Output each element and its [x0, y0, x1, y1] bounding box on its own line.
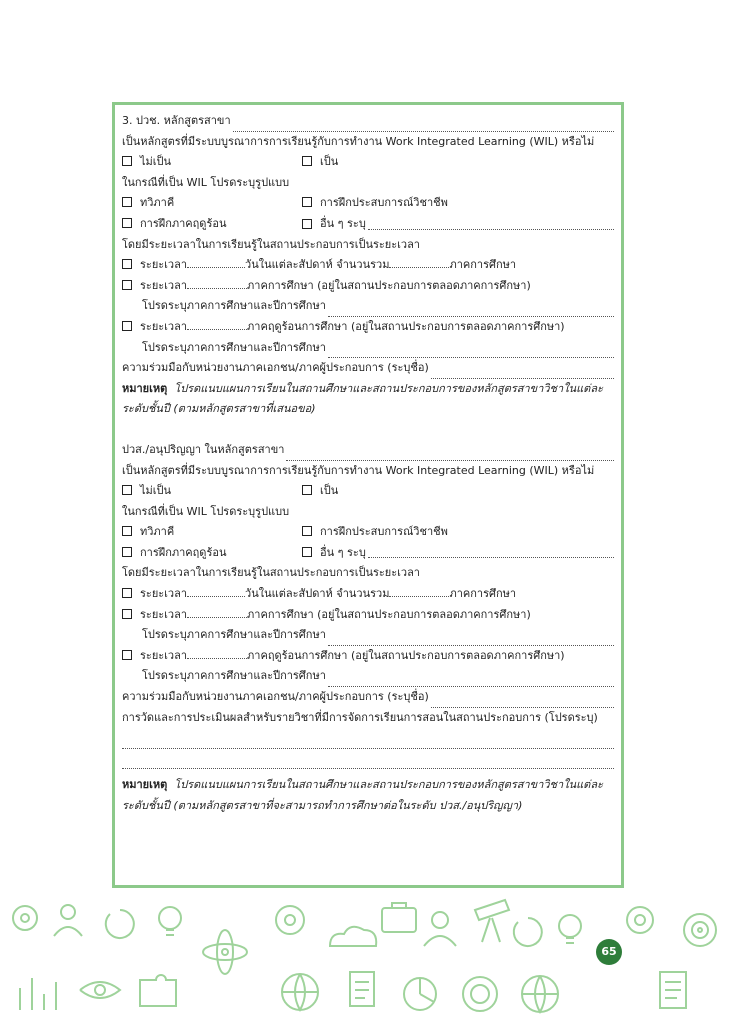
- s1-p1-total-field[interactable]: [389, 255, 449, 268]
- s2-note-line2: ระดับชั้นปี (ตามหลักสูตรสาขาที่จะสามารถทำการศึกษาต่อในระดับ ปวส./อนุปริญญา): [122, 799, 523, 812]
- s2-wil-options: ไม่เป็น เป็น: [122, 481, 614, 502]
- s1-other-field[interactable]: [368, 216, 614, 230]
- s2-practice-checkbox[interactable]: [302, 526, 312, 536]
- s1-coop-field[interactable]: [431, 365, 614, 379]
- s1-period-2: ระยะเวลา ภาคการศึกษา (อยู่ในสถานประกอบการตลอดภาคการศึกษา): [122, 276, 614, 297]
- s1-forms-row1: ทวิภาคี การฝึกประสบการณ์วิชาชีพ: [122, 193, 614, 214]
- telescope-icon: [475, 900, 509, 942]
- s2-program-line: ปวส./อนุปริญญา ในหลักสูตรสาขา: [122, 440, 614, 461]
- form-content: [122, 111, 614, 817]
- s2-period-1: ระยะเวลา วันในแต่ละสัปดาห์ จำนวนรวม ภาคการศึกษา: [122, 584, 614, 605]
- s2-p1-days-field[interactable]: [187, 584, 245, 597]
- s1-p3-field[interactable]: [187, 317, 247, 330]
- atom-icon: [203, 930, 247, 974]
- briefcase-icon: [382, 903, 416, 932]
- refresh-icon: [106, 910, 134, 938]
- target-icon: [684, 914, 716, 946]
- s1-practice-checkbox[interactable]: [302, 197, 312, 207]
- bulb-icon: [559, 915, 581, 943]
- s2-period-3: ระยะเวลา ภาคฤดูร้อนการศึกษา (อยู่ในสถานประกอบการตลอดภาคการศึกษา): [122, 646, 614, 667]
- s2-period-label: โดยมีระยะเวลาในการเรียนรู้ในสถานประกอบการเป็นระยะเวลา: [122, 566, 420, 580]
- s2-p2-detail-field[interactable]: [328, 632, 614, 646]
- s1-p3-detail-field[interactable]: [328, 344, 614, 358]
- s2-forms-row2: การฝึกภาคฤดูร้อน อื่น ๆ ระบุ: [122, 543, 614, 564]
- s2-summer-checkbox[interactable]: [122, 547, 132, 557]
- s2-dual-checkbox[interactable]: [122, 526, 132, 536]
- s2-other-field[interactable]: [368, 544, 614, 558]
- s1-period-3: ระยะเวลา ภาคฤดูร้อนการศึกษา (อยู่ในสถานประกอบการตลอดภาคการศึกษา): [122, 317, 614, 338]
- gear-icon: [13, 906, 37, 930]
- target-icon: [463, 977, 497, 1011]
- s1-p2-detail-field[interactable]: [328, 303, 614, 317]
- s2-p2-field[interactable]: [187, 605, 247, 618]
- s2-eval-field-1[interactable]: [122, 728, 614, 749]
- s1-period-3-detail: โปรดระบุภาคการศึกษาและปีการศึกษา: [122, 338, 614, 359]
- gear-icon: [627, 907, 653, 933]
- s2-p1-total-field[interactable]: [389, 584, 449, 597]
- s1-yes-checkbox[interactable]: [302, 156, 312, 166]
- s2-coop-line: ความร่วมมือกับหน่วยงานภาคเอกชน/ภาคผู้ประกอบการ (ระบุชื่อ): [122, 687, 614, 708]
- s2-wil-question: เป็นหลักสูตรที่มีระบบบูรณาการการเรียนรู้กับการทำงาน Work Integrated Learning (WIL) หรือไม่: [122, 463, 595, 477]
- cloud-icon: [330, 927, 376, 946]
- s2-forms-row1: ทวิภาคี การฝึกประสบการณ์วิชาชีพ: [122, 522, 614, 543]
- s1-period1-checkbox[interactable]: [122, 259, 132, 269]
- s1-wil-question: เป็นหลักสูตรที่มีระบบบูรณาการการเรียนรู้กับการทำงาน Work Integrated Learning (WIL) หรือไม่: [122, 134, 595, 148]
- page-number-badge: 65: [596, 939, 622, 965]
- s1-coop-line: ความร่วมมือกับหน่วยงานภาคเอกชน/ภาคผู้ประกอบการ (ระบุชื่อ): [122, 358, 614, 379]
- bulb-icon: [159, 907, 181, 935]
- s2-period-2-detail: โปรดระบุภาคการศึกษาและปีการศึกษา: [122, 625, 614, 646]
- s1-case-label: ในกรณีที่เป็น WIL โปรดระบุรูปแบบ: [122, 175, 290, 189]
- globe-icon: [522, 976, 558, 1012]
- s2-period2-checkbox[interactable]: [122, 609, 132, 619]
- chart-icon: [20, 978, 56, 1010]
- s1-forms-row2: การฝึกภาคฤดูร้อน อื่น ๆ ระบุ: [122, 214, 614, 235]
- s1-p2-field[interactable]: [187, 276, 247, 289]
- s2-no-checkbox[interactable]: [122, 485, 132, 495]
- gear-icon: [276, 906, 304, 934]
- person-icon: [424, 912, 456, 946]
- s1-program-field[interactable]: [233, 118, 614, 132]
- s1-program-line: 3. ปวช. หลักสูตรสาขา: [122, 111, 614, 132]
- s1-no-checkbox[interactable]: [122, 156, 132, 166]
- refresh-icon: [514, 918, 542, 946]
- s2-program-field[interactable]: [286, 447, 614, 461]
- person-icon: [54, 905, 82, 936]
- s2-other-checkbox[interactable]: [302, 547, 312, 557]
- document-icon: [660, 972, 686, 1008]
- s1-dual-checkbox[interactable]: [122, 197, 132, 207]
- s2-p3-detail-field[interactable]: [328, 673, 614, 687]
- s2-yes-checkbox[interactable]: [302, 485, 312, 495]
- decorative-footer-pattern: [0, 890, 735, 1024]
- s2-coop-field[interactable]: [431, 694, 614, 708]
- s2-note-line1: หมายเหตุ โปรดแนบแผนการเรียนในสถานศึกษาและสถานประกอบการของหลักสูตรสาขาวิชาในแต่ละ: [122, 778, 603, 792]
- eye-icon: [80, 982, 120, 998]
- s2-eval-field-2[interactable]: [122, 749, 614, 770]
- s1-other-checkbox[interactable]: [302, 219, 312, 229]
- s1-period-2-detail: โปรดระบุภาคการศึกษาและปีการศึกษา: [122, 296, 614, 317]
- s1-note-line1: หมายเหตุ โปรดแนบแผนการเรียนในสถานศึกษาและสถานประกอบการของหลักสูตรสาขาวิชาในแต่ละ: [122, 381, 603, 395]
- s1-period3-checkbox[interactable]: [122, 321, 132, 331]
- s2-eval-label: การวัดและการประเมินผลสำหรับรายวิชาที่มีการจัดการเรียนการสอนในสถานประกอบการ (โปรดระบุ): [122, 710, 598, 724]
- pie-chart-icon: [404, 978, 436, 1010]
- s2-period-2: ระยะเวลา ภาคการศึกษา (อยู่ในสถานประกอบการตลอดภาคการศึกษา): [122, 605, 614, 626]
- s2-period-3-detail: โปรดระบุภาคการศึกษาและปีการศึกษา: [122, 666, 614, 687]
- s1-p1-days-field[interactable]: [187, 255, 245, 268]
- s1-period-1: ระยะเวลา วันในแต่ละสัปดาห์ จำนวนรวม ภาคการศึกษา: [122, 255, 614, 276]
- s1-wil-options: ไม่เป็น เป็น: [122, 152, 614, 173]
- s1-note-line2: ระดับชั้นปี (ตามหลักสูตรสาขาที่เสนอขอ): [122, 402, 316, 416]
- s1-period2-checkbox[interactable]: [122, 280, 132, 290]
- s1-summer-checkbox[interactable]: [122, 218, 132, 228]
- s2-p3-field[interactable]: [187, 646, 247, 659]
- s2-case-label: ในกรณีที่เป็น WIL โปรดระบุรูปแบบ: [122, 504, 290, 518]
- puzzle-icon: [140, 975, 176, 1006]
- s2-period3-checkbox[interactable]: [122, 650, 132, 660]
- document-icon: [350, 972, 374, 1006]
- s1-period-label: โดยมีระยะเวลาในการเรียนรู้ในสถานประกอบการเป็นระยะเวลา: [122, 237, 420, 251]
- globe-icon: [282, 974, 318, 1010]
- s2-period1-checkbox[interactable]: [122, 588, 132, 598]
